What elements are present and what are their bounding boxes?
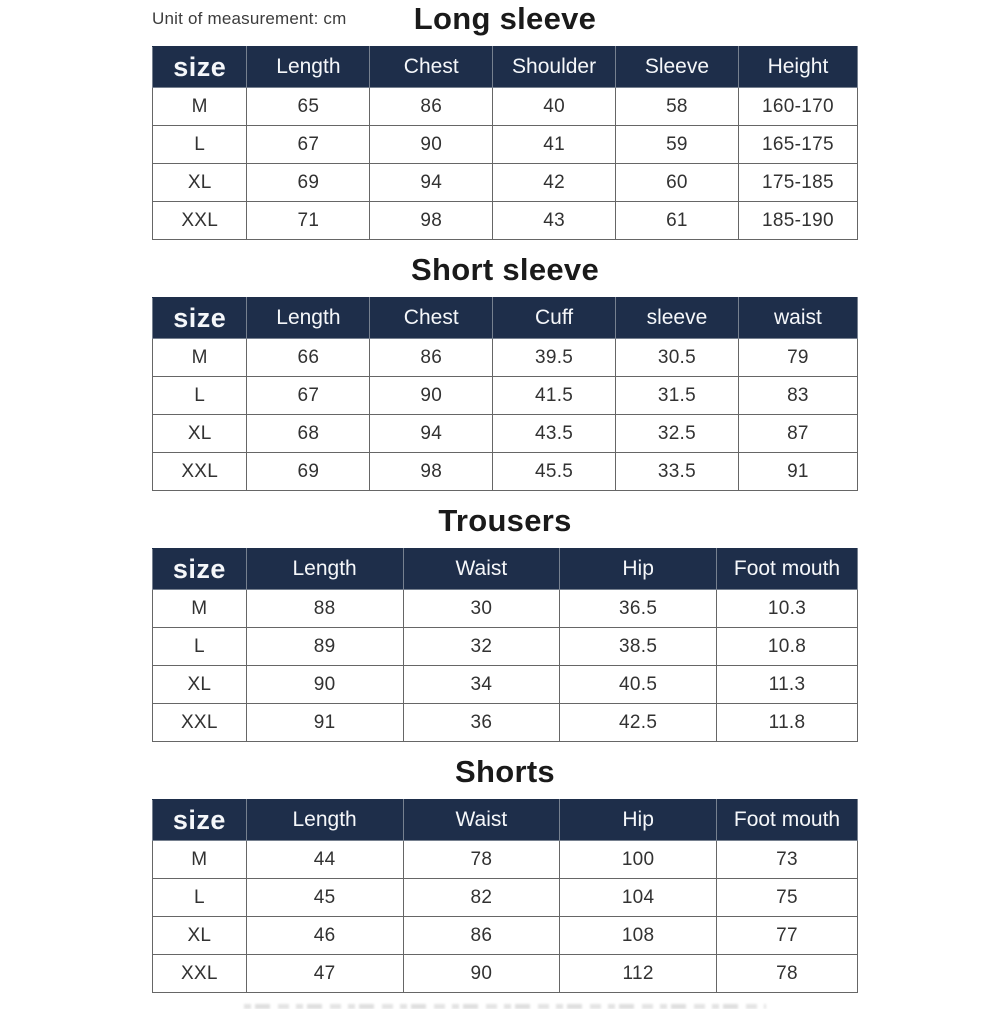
column-header-shoulder: Shoulder (493, 47, 616, 88)
measurement-cell: 112 (560, 955, 717, 993)
header-row (153, 47, 858, 88)
measurement-cell: 77 (717, 917, 858, 955)
measurement-cell: 160-170 (738, 88, 857, 126)
measurement-cell: 42 (493, 164, 616, 202)
measurement-cell: 34 (403, 666, 560, 704)
measurement-cell: 78 (403, 841, 560, 879)
column-header-hip: Hip (560, 549, 717, 590)
measurement-cell: 94 (370, 164, 493, 202)
measurement-cell: 11.8 (717, 704, 858, 742)
measurement-cell: 45 (246, 879, 403, 917)
measurement-cell: 67 (247, 377, 370, 415)
size-column-header: size (153, 47, 247, 88)
measurement-cell: 71 (247, 202, 370, 240)
size-row-m (153, 88, 858, 126)
measurement-cell: 36.5 (560, 590, 717, 628)
measurement-cell: 60 (616, 164, 739, 202)
section-title-short-sleeve: Short sleeve (411, 252, 599, 287)
size-label-cell: XL (153, 164, 247, 202)
trousers-size-table (152, 548, 858, 742)
measurement-cell: 31.5 (616, 377, 739, 415)
size-row-l (153, 377, 858, 415)
shorts-size-table (152, 799, 858, 993)
measurement-cell: 108 (560, 917, 717, 955)
measurement-cell: 87 (738, 415, 857, 453)
column-header-waist: waist (738, 298, 857, 339)
measurement-cell: 86 (403, 917, 560, 955)
header-row (153, 800, 858, 841)
size-row-m (153, 841, 858, 879)
size-row-xxl (153, 202, 858, 240)
column-header-length: Length (247, 47, 370, 88)
measurement-cell: 91 (738, 453, 857, 491)
measurement-cell: 45.5 (493, 453, 616, 491)
measurement-cell: 30.5 (616, 339, 739, 377)
measurement-cell: 91 (246, 704, 403, 742)
size-row-xxl (153, 704, 858, 742)
measurement-cell: 65 (247, 88, 370, 126)
column-header-chest: Chest (370, 298, 493, 339)
measurement-cell: 43 (493, 202, 616, 240)
measurement-cell: 73 (717, 841, 858, 879)
measurement-cell: 39.5 (493, 339, 616, 377)
measurement-cell: 165-175 (738, 126, 857, 164)
measurement-cell: 75 (717, 879, 858, 917)
unit-of-measurement-note: Unit of measurement: cm (152, 9, 347, 28)
measurement-cell: 98 (370, 453, 493, 491)
measurement-cell: 11.3 (717, 666, 858, 704)
measurement-cell: 100 (560, 841, 717, 879)
section-long-sleeve (152, 0, 858, 240)
size-label-cell: L (153, 377, 247, 415)
size-label-cell: XXL (153, 955, 247, 993)
size-row-xxl (153, 955, 858, 993)
measurement-cell: 83 (738, 377, 857, 415)
size-label-cell: M (153, 339, 247, 377)
column-header-sleeve: sleeve (616, 298, 739, 339)
size-label-cell: L (153, 879, 247, 917)
size-row-m (153, 590, 858, 628)
size-row-xl (153, 164, 858, 202)
column-header-hip: Hip (560, 800, 717, 841)
column-header-sleeve: Sleeve (616, 47, 739, 88)
column-header-foot-mouth: Foot mouth (717, 549, 858, 590)
column-header-length: Length (247, 298, 370, 339)
measurement-cell: 36 (403, 704, 560, 742)
measurement-cell: 98 (370, 202, 493, 240)
measurement-cell: 86 (370, 339, 493, 377)
column-header-foot-mouth: Foot mouth (717, 800, 858, 841)
column-header-height: Height (738, 47, 857, 88)
measurement-cell: 185-190 (738, 202, 857, 240)
size-row-m (153, 339, 858, 377)
size-label-cell: L (153, 126, 247, 164)
size-label-cell: M (153, 841, 247, 879)
column-header-chest: Chest (370, 47, 493, 88)
cropped-bottom-text-artifact (244, 1004, 766, 1009)
size-label-cell: XL (153, 917, 247, 955)
size-column-header: size (153, 800, 247, 841)
measurement-cell: 47 (246, 955, 403, 993)
column-header-length: Length (246, 549, 403, 590)
size-row-l (153, 879, 858, 917)
measurement-cell: 42.5 (560, 704, 717, 742)
header-row (153, 298, 858, 339)
size-row-xxl (153, 453, 858, 491)
size-row-xl (153, 917, 858, 955)
size-row-l (153, 126, 858, 164)
measurement-cell: 33.5 (616, 453, 739, 491)
measurement-cell: 10.8 (717, 628, 858, 666)
measurement-cell: 90 (370, 377, 493, 415)
size-column-header: size (153, 549, 247, 590)
section-title-trousers: Trousers (438, 503, 572, 538)
measurement-cell: 30 (403, 590, 560, 628)
measurement-cell: 66 (247, 339, 370, 377)
short-sleeve-size-table (152, 297, 858, 491)
size-label-cell: M (153, 590, 247, 628)
size-label-cell: XXL (153, 453, 247, 491)
measurement-cell: 104 (560, 879, 717, 917)
size-label-cell: L (153, 628, 247, 666)
measurement-cell: 69 (247, 164, 370, 202)
section-shorts (152, 753, 858, 993)
measurement-cell: 61 (616, 202, 739, 240)
size-row-xl (153, 666, 858, 704)
section-title-long-sleeve: Long sleeve (413, 1, 597, 36)
measurement-cell: 32.5 (616, 415, 739, 453)
measurement-cell: 78 (717, 955, 858, 993)
measurement-cell: 40 (493, 88, 616, 126)
size-row-l (153, 628, 858, 666)
size-chart-content (152, 0, 858, 1009)
size-column-header: size (153, 298, 247, 339)
measurement-cell: 41 (493, 126, 616, 164)
measurement-cell: 58 (616, 88, 739, 126)
size-label-cell: XL (153, 666, 247, 704)
measurement-cell: 82 (403, 879, 560, 917)
measurement-cell: 44 (246, 841, 403, 879)
measurement-cell: 90 (403, 955, 560, 993)
section-title-shorts: Shorts (455, 754, 555, 789)
measurement-cell: 67 (247, 126, 370, 164)
size-label-cell: XXL (153, 202, 247, 240)
measurement-cell: 90 (370, 126, 493, 164)
column-header-waist: Waist (403, 800, 560, 841)
column-header-length: Length (246, 800, 403, 841)
measurement-cell: 41.5 (493, 377, 616, 415)
size-label-cell: XXL (153, 704, 247, 742)
measurement-cell: 32 (403, 628, 560, 666)
measurement-cell: 88 (246, 590, 403, 628)
measurement-cell: 90 (246, 666, 403, 704)
measurement-cell: 86 (370, 88, 493, 126)
measurement-cell: 94 (370, 415, 493, 453)
measurement-cell: 59 (616, 126, 739, 164)
measurement-cell: 68 (247, 415, 370, 453)
column-header-cuff: Cuff (493, 298, 616, 339)
header-row (153, 549, 858, 590)
size-row-xl (153, 415, 858, 453)
column-header-waist: Waist (403, 549, 560, 590)
measurement-cell: 10.3 (717, 590, 858, 628)
measurement-cell: 175-185 (738, 164, 857, 202)
measurement-cell: 46 (246, 917, 403, 955)
size-label-cell: XL (153, 415, 247, 453)
measurement-cell: 89 (246, 628, 403, 666)
section-short-sleeve (152, 251, 858, 491)
size-label-cell: M (153, 88, 247, 126)
measurement-cell: 79 (738, 339, 857, 377)
measurement-cell: 38.5 (560, 628, 717, 666)
section-trousers (152, 502, 858, 742)
long-sleeve-size-table (152, 46, 858, 240)
measurement-cell: 43.5 (493, 415, 616, 453)
measurement-cell: 40.5 (560, 666, 717, 704)
measurement-cell: 69 (247, 453, 370, 491)
